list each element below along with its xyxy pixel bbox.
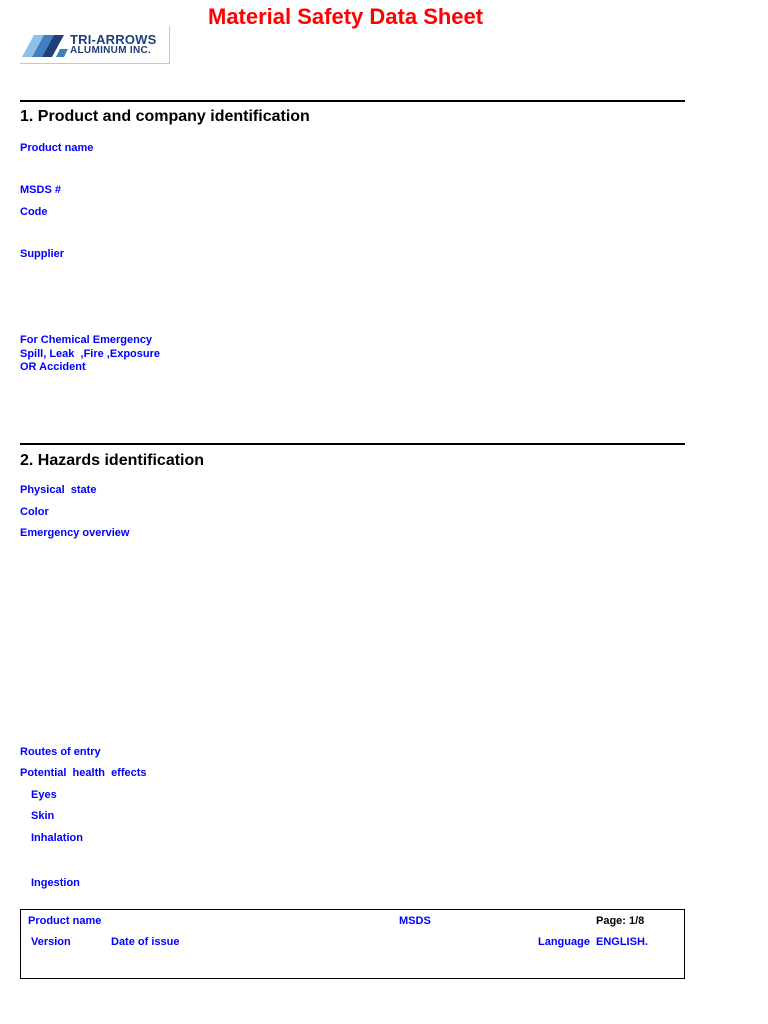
label-physical-state: Physical state <box>20 484 97 496</box>
label-emergency-line2: Spill, Leak ,Fire ,Exposure <box>20 347 160 360</box>
tri-arrows-logo-icon <box>22 33 70 57</box>
footer-language-label: Language <box>538 936 590 948</box>
section-heading-2: 2. Hazards identification <box>20 452 205 469</box>
label-color: Color <box>20 506 49 518</box>
footer-page-number: Page: 1/8 <box>596 915 645 927</box>
footer-version: Version <box>31 936 71 948</box>
section-divider <box>20 100 685 102</box>
label-product-name: Product name <box>20 142 94 154</box>
footer-msds: MSDS <box>399 915 431 927</box>
company-logo <box>20 26 170 64</box>
document-title: Material Safety Data Sheet <box>208 4 484 29</box>
label-ingestion: Ingestion <box>31 877 80 889</box>
label-code: Code <box>20 206 48 218</box>
section-divider <box>20 443 685 445</box>
label-supplier: Supplier <box>20 248 65 260</box>
footer-date-of-issue: Date of issue <box>111 936 180 948</box>
logo-text-secondary: ALUMINUM INC. <box>70 45 152 56</box>
page-footer <box>20 909 685 979</box>
label-emergency-line3: OR Accident <box>20 361 86 373</box>
label-potential-health-effects: Potential health effects <box>20 767 147 779</box>
label-emergency-overview: Emergency overview <box>20 527 130 539</box>
section-heading-1: 1. Product and company identification <box>20 108 310 125</box>
logo-text-primary: TRI-ARROWS <box>70 32 157 47</box>
label-msds-number: MSDS # <box>20 184 61 196</box>
label-skin: Skin <box>31 810 55 822</box>
footer-language-value: ENGLISH. <box>596 936 648 948</box>
label-inhalation: Inhalation <box>31 832 83 844</box>
label-eyes: Eyes <box>31 789 57 801</box>
label-routes-of-entry: Routes of entry <box>20 746 101 758</box>
label-emergency-line1: For Chemical Emergency <box>20 334 153 346</box>
footer-product-name: Product name <box>28 915 102 927</box>
